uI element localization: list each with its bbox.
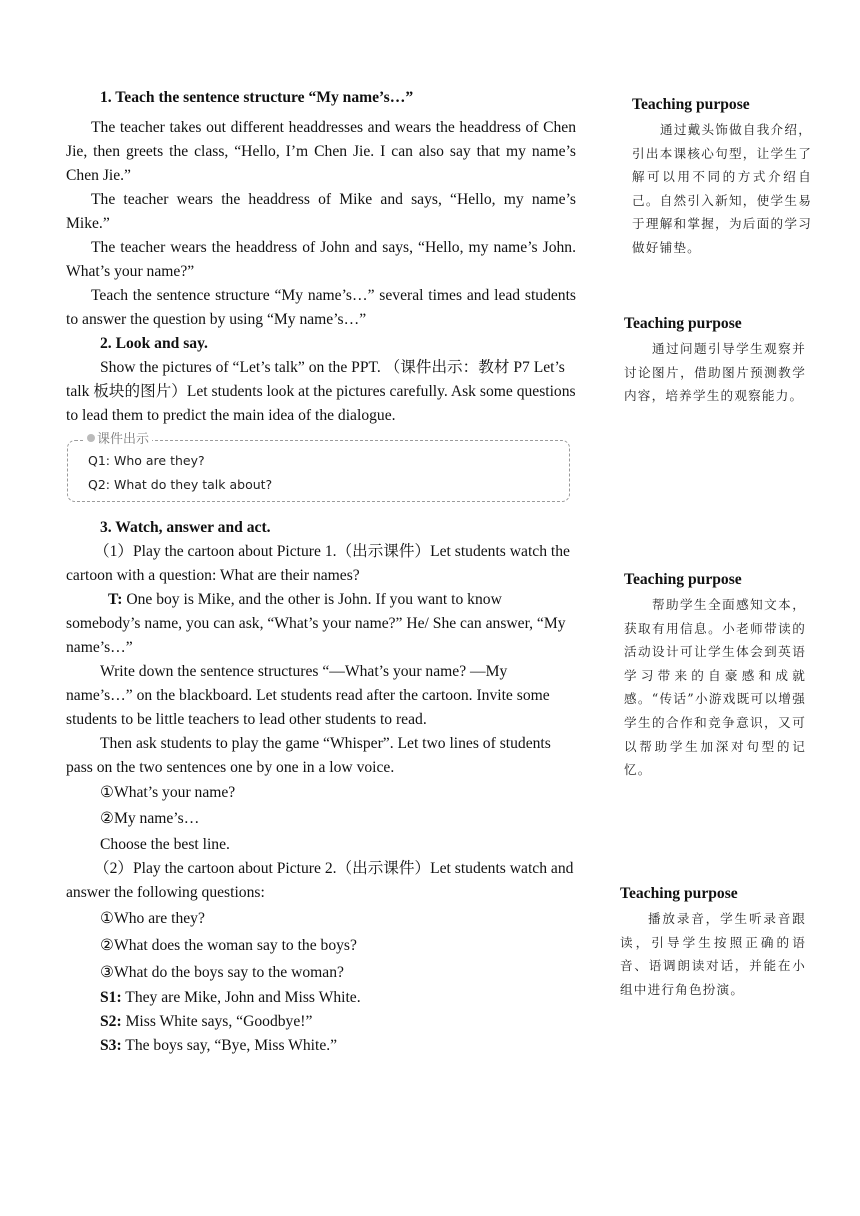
paragraph: Write down the sentence structures “—What’s your name? —My name’s…” on the blackboard. Let students read after the cartoon. Invite some students to be little teachers to lead other students to read. (66, 663, 550, 728)
teaching-purpose-note (624, 313, 806, 408)
list-item: ②What does the woman say to the boys? (100, 937, 357, 954)
note-title: Teaching purpose (624, 315, 742, 332)
speaker-text: They are Mike, John and Miss White. (121, 989, 361, 1006)
teaching-purpose-note (620, 883, 806, 1001)
courseware-box (67, 432, 570, 502)
box-question-1: Q1: Who are they? (88, 453, 205, 468)
answer-line (66, 1010, 576, 1034)
list-item: ③What do the boys say to the woman? (100, 964, 344, 981)
main-column (66, 86, 576, 1058)
courseware-box-title (84, 431, 152, 449)
answer-line (66, 986, 576, 1010)
paragraph: The teacher takes out different headdresses and wears the headdress of Chen Jie, then greets the class, “Hello, I’m Chen Jie. I can also say that my name’s Chen Jie.” (66, 119, 576, 184)
paragraph: The teacher wears the headdress of John and says, “Hello, my name’s John. What’s your name?” (66, 239, 576, 280)
list-item: ①Who are they? (100, 910, 205, 927)
speaker-label: S3: (100, 1037, 122, 1054)
paragraph: The teacher wears the headdress of Mike and says, “Hello, my name’s Mike.” (66, 191, 576, 232)
section-3-heading: 3. Watch, answer and act. (100, 519, 271, 536)
speaker-label: S1: (100, 989, 122, 1006)
dot-icon (87, 434, 95, 442)
note-body: 播放录音，学生听录音跟读，引导学生按照正确的语音、语调朗读对话，并能在小组中进行角色扮演。 (620, 911, 806, 997)
teaching-purpose-note (624, 569, 806, 782)
list-item: ②My name’s… (100, 810, 200, 827)
section-2-heading: 2. Look and say. (100, 335, 208, 352)
speaker-text: Miss White says, “Goodbye!” (121, 1013, 313, 1030)
note-title: Teaching purpose (620, 885, 738, 902)
speaker-text: One boy is Mike, and the other is John. If you want to know somebody’s name, you can ask, “What’s your name?” He/ She can answer, “My name’s…” (66, 591, 566, 656)
section-1-heading: 1. Teach the sentence structure “My name’s…” (100, 89, 414, 106)
speaker-text: The boys say, “Bye, Miss White.” (121, 1037, 338, 1054)
paragraph: （1）Play the cartoon about Picture 1.（出示课件）Let students watch the cartoon with a question: What are their names? (66, 543, 570, 584)
paragraph: Then ask students to play the game “Whisper”. Let two lines of students pass on the two sentences one by one in a low voice. (66, 735, 551, 776)
note-body: 帮助学生全面感知文本，获取有用信息。小老师带读的活动设计可让学生体会到英语学习带来的自豪感和成就感。“传话”小游戏既可以增强学生的合作和竞争意识，又可以帮助学生加深对句型的记忆。 (624, 597, 806, 778)
paragraph: Choose the best line. (100, 836, 230, 853)
paragraph: Teach the sentence structure “My name’s…” several times and lead students to answer the question by using “My name’s…” (66, 287, 576, 328)
note-title: Teaching purpose (624, 571, 742, 588)
box-question-2: Q2: What do they talk about? (88, 477, 273, 492)
note-title: Teaching purpose (632, 96, 750, 113)
speaker-label: T: (108, 591, 123, 608)
paragraph: （2）Play the cartoon about Picture 2.（出示课件）Let students watch and answer the following questions: (66, 860, 574, 901)
teaching-purpose-note (632, 94, 812, 260)
list-item: ①What’s your name? (100, 784, 236, 801)
courseware-box-title-text: 课件出示 (97, 432, 150, 447)
paragraph: Show the pictures of “Let’s talk” on the PPT. （课件出示：教材 P7 Let’s talk 板块的图片）Let students look at the pictures carefully. Ask some questions to lead them to predict the main idea of the dialogue. (66, 359, 576, 424)
answer-line (66, 1034, 576, 1058)
speaker-label: S2: (100, 1013, 122, 1030)
note-body: 通过戴头饰做自我介绍，引出本课核心句型，让学生了解可以用不同的方式介绍自己。自然引入新知，使学生易于理解和掌握，为后面的学习做好铺垫。 (632, 122, 812, 255)
note-body: 通过问题引导学生观察并讨论图片，借助图片预测教学内容，培养学生的观察能力。 (624, 341, 806, 404)
teacher-line (66, 588, 576, 660)
